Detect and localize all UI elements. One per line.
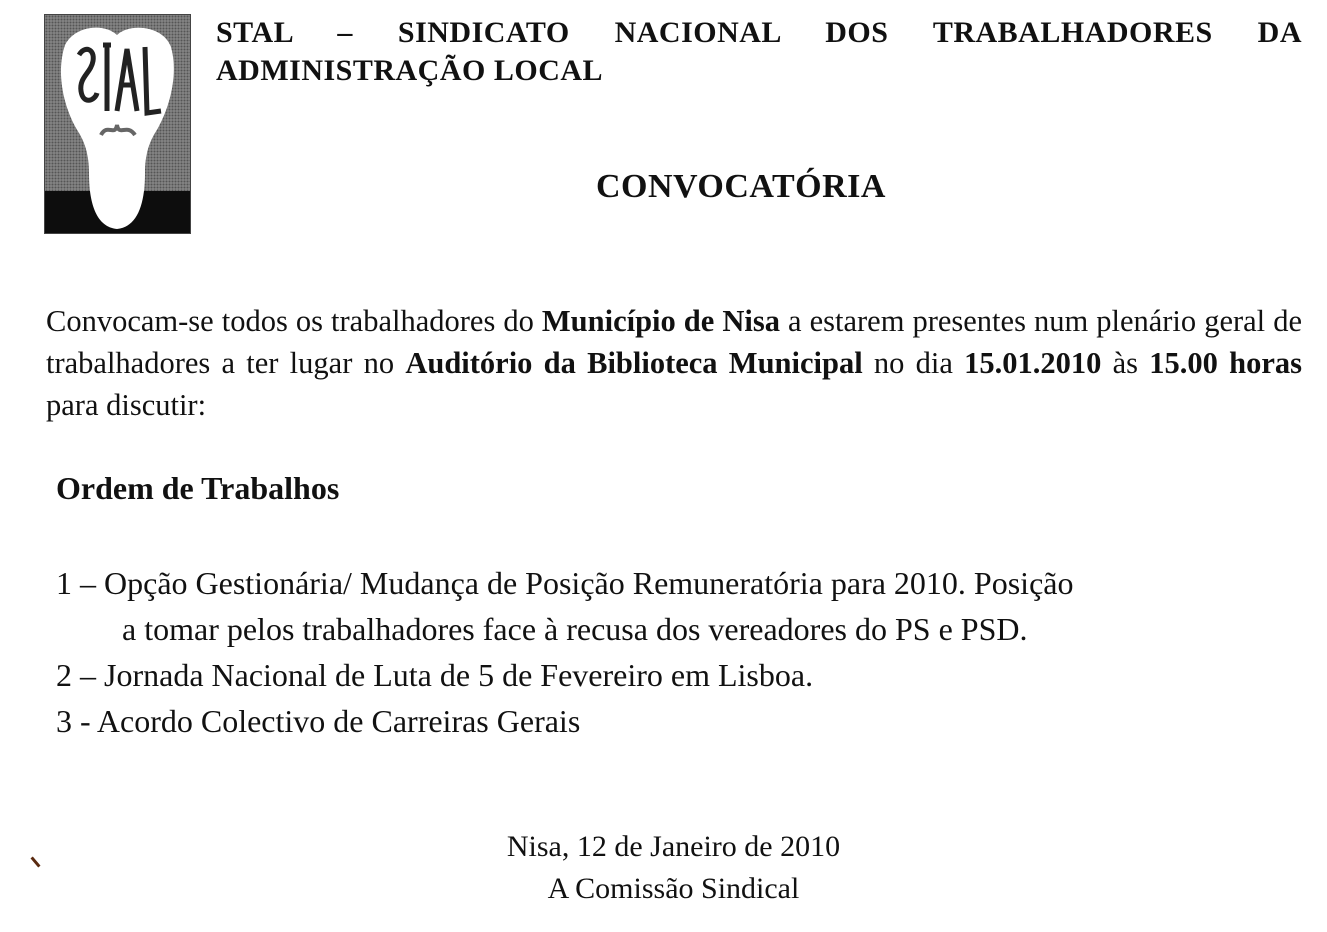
- convocation-paragraph: [46, 300, 1302, 426]
- stal-logo-icon: [45, 15, 190, 233]
- meeting-time: 15.00 horas: [1149, 346, 1303, 380]
- agenda-item: [56, 652, 1306, 698]
- agenda-item: [56, 560, 1306, 652]
- municipality-name: Município de Nisa: [541, 304, 780, 338]
- agenda-heading: Ordem de Trabalhos: [56, 470, 340, 506]
- body-text: a estarem presentes num plenário geral de trabalhadores a ter lugar no: [46, 304, 1302, 380]
- signature-block: [0, 826, 1327, 910]
- agenda-item-text: 2 – Jornada Nacional de Luta de 5 de Fevereiro em Lisboa.: [56, 657, 814, 693]
- venue-name: Auditório da Biblioteca Municipal: [405, 346, 863, 380]
- body-text: às: [1101, 346, 1150, 380]
- agenda-item-text: 1 – Opção Gestionária/ Mudança de Posição Remuneratória para 2010. Posição: [56, 565, 1074, 601]
- agenda-item-text: 3 - Acordo Colectivo de Carreiras Gerais: [56, 703, 581, 739]
- body-text: no dia: [862, 346, 965, 380]
- organization-name: STAL – SINDICATO NACIONAL DOS TRABALHADORES DA ADMINISTRAÇÃO LOCAL: [216, 16, 1302, 87]
- place-and-date: Nisa, 12 de Janeiro de 2010: [506, 830, 841, 863]
- agenda-list: [56, 560, 1306, 744]
- stal-logo: [44, 14, 191, 234]
- body-text: para discutir:: [46, 388, 207, 422]
- agenda-item: [56, 698, 1306, 744]
- document-title: CONVOCATÓRIA: [596, 168, 886, 205]
- agenda-item-continuation: a tomar pelos trabalhadores face à recusa dos vereadores do PS e PSD.: [122, 611, 1028, 647]
- body-text: Convocam-se todos os trabalhadores do: [46, 304, 542, 338]
- signatory: A Comissão Sindical: [547, 872, 800, 905]
- meeting-date: 15.01.2010: [964, 346, 1102, 380]
